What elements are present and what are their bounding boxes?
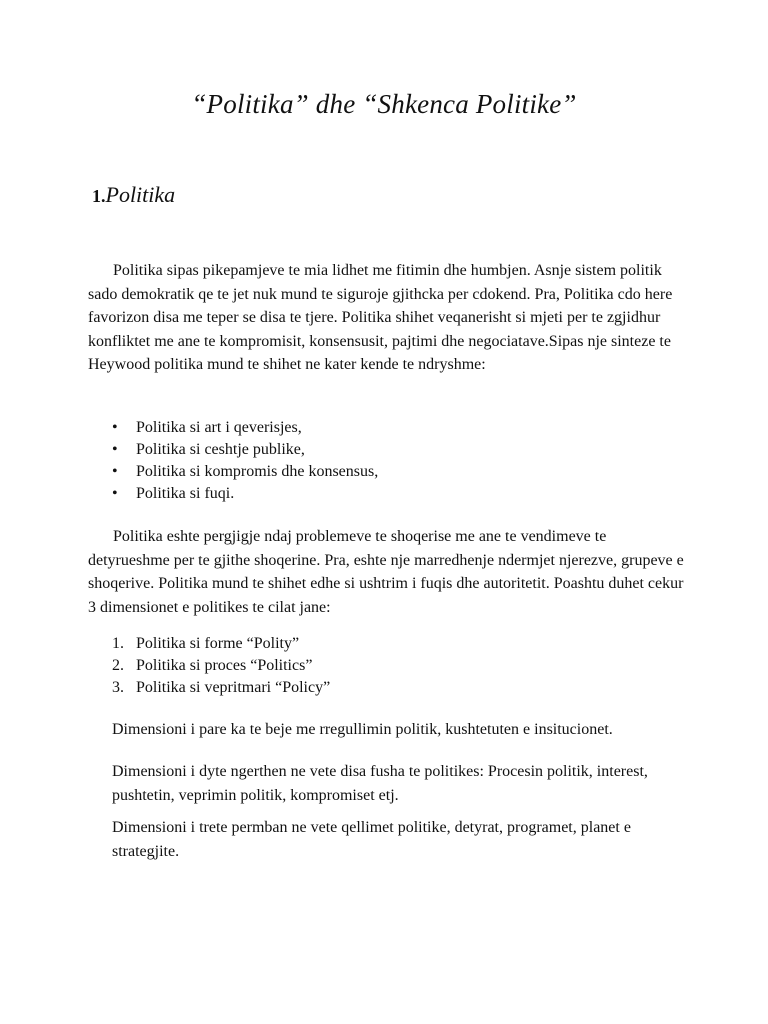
list-item xyxy=(112,461,672,483)
list-number: 1. xyxy=(112,635,124,652)
list-item xyxy=(112,677,672,699)
list-item-text: Politika si fuqi. xyxy=(136,485,235,502)
list-number: 2. xyxy=(112,657,124,674)
section-title: Politika xyxy=(105,182,176,207)
section-heading xyxy=(92,180,175,211)
dimension-third: Dimensioni i trete permban ne vete qellimet politike, detyrat, programet, planet e strategjite. xyxy=(112,819,631,860)
paragraph-intro xyxy=(88,259,688,377)
list-item-text: Politika si vepritmari “Policy” xyxy=(136,679,331,696)
bullet-list xyxy=(112,417,672,505)
bullet-icon: • xyxy=(112,463,118,480)
list-item-text: Politika si art i qeverisjes, xyxy=(136,419,302,436)
bullet-icon: • xyxy=(112,419,118,436)
section-number: 1. xyxy=(92,186,106,206)
numbered-list xyxy=(112,633,672,699)
dimension-second: Dimensioni i dyte ngerthen ne vete disa fusha te politikes: Procesin politik, interest, pushtetin, veprimin politik, kompromiset etj. xyxy=(112,763,648,804)
list-item xyxy=(112,483,672,505)
list-item xyxy=(112,439,672,461)
paragraph-text: Politika sipas pikepamjeve te mia lidhet me fitimin dhe humbjen. Asnje sistem politik sado demokratik qe te jet nuk mund te siguroje gjithcka per cdokend. Pra, Politika cdo here favorizon disa me teper se disa te tjere. Politika shihet veqanerisht si mjeti per te zgjidhur konfliktet me ane te kompromisit, konsensusit, pajtimi dhe negociatave.Sipas nje sinteze te Heywood politika mund te shihet ne kater kende te ndryshme: xyxy=(88,262,673,373)
bullet-icon: • xyxy=(112,485,118,502)
bullet-icon: • xyxy=(112,441,118,458)
list-item xyxy=(112,655,672,677)
list-item-text: Politika si proces “Politics” xyxy=(136,657,313,674)
list-item xyxy=(112,633,672,655)
list-item-text: Politika si forme “Polity” xyxy=(136,635,300,652)
document-title: “Politika” dhe “Shkenca Politike” xyxy=(191,89,577,119)
list-item-text: Politika si kompromis dhe konsensus, xyxy=(136,463,379,480)
list-number: 3. xyxy=(112,679,124,696)
list-item-text: Politika si ceshtje publike, xyxy=(136,441,305,458)
paragraph-text: Politika eshte pergjigje ndaj problemeve te shoqerise me ane te vendimeve te detyrueshme per te gjithe shoqerine. Pra, eshte nje marredhenje ndermjet njerezve, grupeve e shoqerive. Politika mund te shihet edhe si ushtrim i fuqis dhe autoritetit. Poashtu duhet cekur 3 dimensionet e politikes te cilat jane: xyxy=(88,528,684,616)
list-item xyxy=(112,417,672,439)
paragraph-second xyxy=(88,525,688,619)
dimension-first: Dimensioni i pare ka te beje me rregullimin politik, kushtetuten e insitucionet. xyxy=(112,721,613,738)
